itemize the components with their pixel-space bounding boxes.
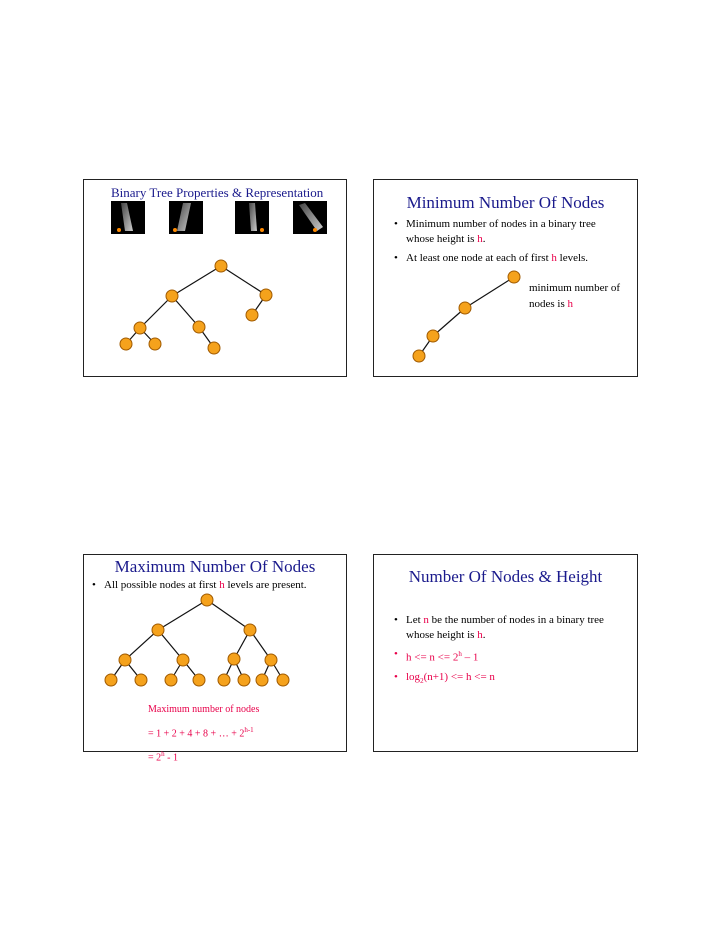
tree-node (177, 654, 189, 666)
tree-node (149, 338, 161, 350)
tree-node (193, 321, 205, 333)
tree-node (277, 674, 289, 686)
tree-node (218, 674, 230, 686)
slide-maximum-number-of-nodes (83, 554, 347, 764)
tree-node (208, 342, 220, 354)
tree-node (260, 289, 272, 301)
binary-tree-diagram (84, 180, 348, 378)
tree-node (105, 674, 117, 686)
tree-node (135, 674, 147, 686)
tree-node (120, 338, 132, 350)
slide-title: Minimum Number Of Nodes (406, 193, 605, 212)
tree-node (215, 260, 227, 272)
slide-title: Number Of Nodes & Height (408, 567, 603, 586)
minimum-note: minimum number of nodes is h (529, 282, 621, 310)
maximum-formula: Maximum number of nodes = 1 + 2 + 4 + 8 + … + $2^{h-1}$ = $2^h - 1$ (148, 704, 260, 764)
tree-node (166, 290, 178, 302)
bullet-item: • $\log_2(n+1) <= h <= n$ (394, 670, 619, 689)
bullet-item: • Minimum number of nodes in a binary tree whose height is h. (394, 217, 619, 247)
tree-node (119, 654, 131, 666)
tree-node (165, 674, 177, 686)
tree-node (508, 271, 520, 283)
tree-node (238, 674, 250, 686)
tree-node (228, 653, 240, 665)
tree-node (459, 302, 471, 314)
bullet-item: • All possible nodes at first h levels are present. (92, 578, 342, 593)
tree-node (134, 322, 146, 334)
slide-number-of-nodes-and-height (373, 554, 638, 752)
bullet-item: • Let n be the number of nodes in a binary tree whose height is h. (394, 613, 619, 643)
bullet-item: • At least one node at each of first h levels. (394, 251, 619, 266)
tree-node (265, 654, 277, 666)
tree-node (193, 674, 205, 686)
bullet-list (394, 613, 619, 693)
tree-node (427, 330, 439, 342)
slide-binary-tree-properties (83, 179, 347, 377)
slide-title: Binary Tree Properties & Representation (111, 185, 324, 200)
slide-minimum-number-of-nodes (373, 179, 638, 377)
bullet-item: • $h <= n <= 2^h - 1$ (394, 647, 619, 666)
slide-title: Maximum Number Of Nodes (114, 557, 316, 576)
tree-node (152, 624, 164, 636)
tree-node (413, 350, 425, 362)
tree-node (201, 594, 213, 606)
tree-node (244, 624, 256, 636)
chain-tree-diagram (374, 180, 639, 378)
tree-node (256, 674, 268, 686)
tree-node (246, 309, 258, 321)
